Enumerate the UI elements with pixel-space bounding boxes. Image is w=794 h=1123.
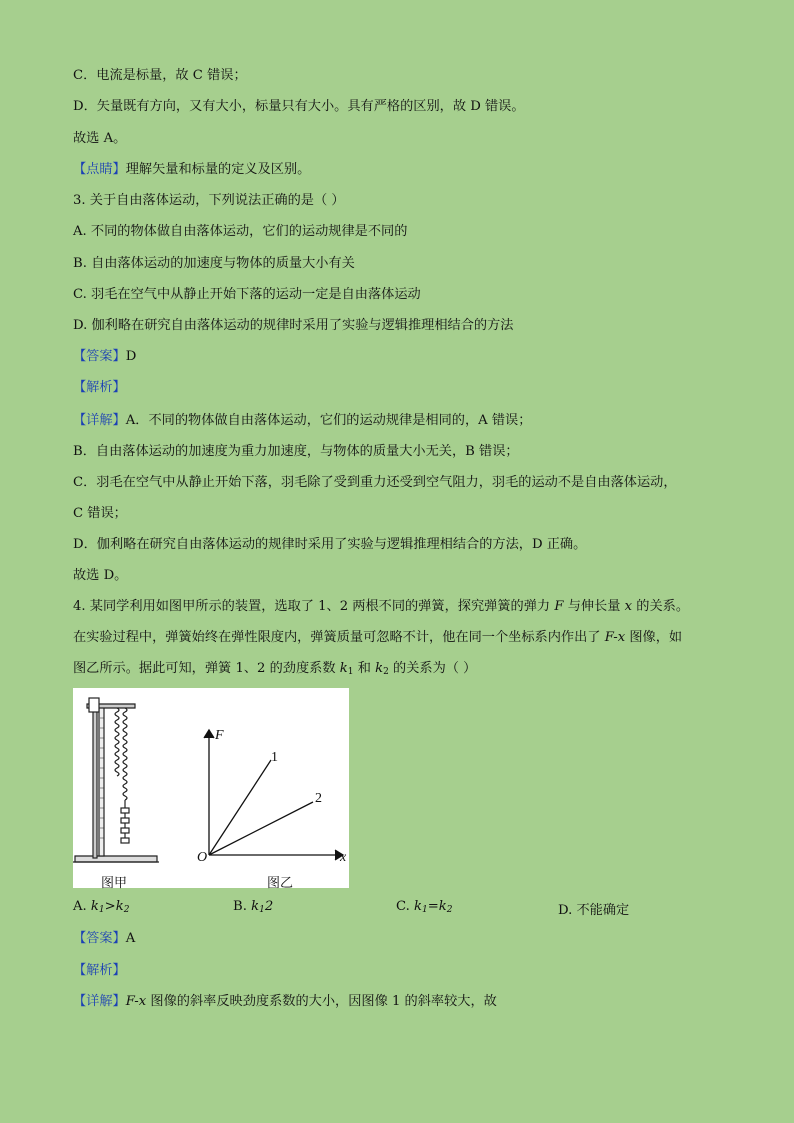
text-line: C．电流是标量，故 C 错误； — [73, 68, 247, 83]
text-line: 故选 A。 — [73, 131, 127, 146]
detail-tag: 【详解】 — [73, 413, 126, 428]
axis-y-label: F — [215, 728, 224, 743]
detail-3c2: C 错误； — [73, 506, 127, 521]
line-1-label: 1 — [271, 750, 278, 765]
caption-jia: 图甲 — [101, 876, 128, 891]
option-3c: C. 羽毛在空气中从静止开始下落的运动一定是自由落体运动 — [73, 287, 421, 302]
detail-3d: D．伽利略在研究自由落体运动的规律时采用了实验与逻辑推理相结合的方法，D 正确。 — [73, 537, 587, 552]
option-3d: D. 伽利略在研究自由落体运动的规律时采用了实验与逻辑推理相结合的方法 — [73, 318, 514, 333]
detail-tag: 【详解】 — [73, 994, 126, 1009]
option-4a: A. $k_1>k_2$ — [73, 899, 130, 915]
question-4-line2: 在实验过程中，弹簧始终在弹性限度内，弹簧质量可忽略不计，他在同一个坐标系内作出了 F-x 图像，如 — [73, 630, 683, 645]
options-4 — [73, 899, 733, 917]
origin-label: O — [197, 850, 208, 865]
line-2-label: 2 — [315, 791, 322, 806]
text-line: 【点睛】理解矢量和标量的定义及区别。 — [73, 162, 311, 177]
answer-4: 【答案】A — [73, 931, 136, 946]
text-line: D．矢量既有方向，又有大小，标量只有大小。具有严格的区别，故 D 错误。 — [73, 99, 525, 114]
answer-3: 【答案】D — [73, 349, 137, 364]
analysis-4-tag: 【解析】 — [73, 963, 126, 978]
detail-4: 【详解】F-x 图像的斜率反映劲度系数的大小，因图像 1 的斜率较大，故 — [73, 994, 497, 1009]
detail-3c: C．羽毛在空气中从静止开始下落，羽毛除了受到重力还受到空气阻力，羽毛的运动不是自由落体运动， — [73, 475, 677, 490]
option-4d: D. 不能确定 — [558, 903, 630, 918]
answer-tag: 【答案】 — [73, 931, 126, 946]
axis-x-label: x — [340, 850, 347, 865]
option-4c: C. $k_1=k_2$ — [396, 899, 453, 915]
line-1 — [209, 760, 271, 855]
detail-3a: 【详解】A．不同的物体做自由落体运动，它们的运动规律是相同的，A 错误； — [73, 413, 532, 428]
detail-3e: 故选 D。 — [73, 568, 128, 583]
option-3a: A. 不同的物体做自由落体运动，它们的运动规律是不同的 — [73, 224, 408, 239]
figure-drawing — [73, 688, 349, 888]
option-3b: B. 自由落体运动的加速度与物体的质量大小有关 — [73, 256, 355, 271]
question-4-line3: 图乙所示。据此可知，弹簧 1、2 的劲度系数 $k_1$ 和 $k_2$ 的关系为（ ） — [73, 661, 477, 677]
analysis-3-tag: 【解析】 — [73, 380, 126, 395]
detail-3b: B．自由落体运动的加速度为重力加速度，与物体的质量大小无关，B 错误； — [73, 444, 519, 459]
tip-tag: 【点睛】 — [73, 162, 126, 177]
spring-experiment-figure — [73, 688, 349, 891]
question-3: 3. 关于自由落体运动，下列说法正确的是（ ） — [73, 193, 345, 208]
apparatus — [73, 698, 159, 862]
answer-tag: 【答案】 — [73, 349, 126, 364]
caption-yi: 图乙 — [267, 876, 294, 891]
line-2 — [209, 802, 313, 855]
question-4-line1: 4. 某同学利用如图甲所示的装置，选取了 1、2 两根不同的弹簧，探究弹簧的弹力 F 与伸长量 x 的关系。 — [73, 599, 690, 614]
option-4b: B. $k_12$ — [233, 899, 274, 915]
